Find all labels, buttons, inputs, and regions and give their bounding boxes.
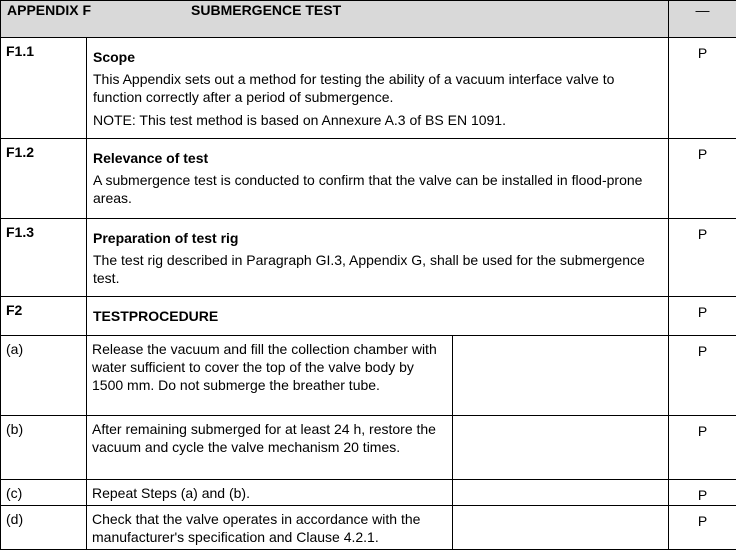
section-note: NOTE: This test method is based on Annexure A.3 of BS EN 1091. [93,112,506,128]
step-blank-cell [453,336,669,416]
step-text: Release the vacuum and fill the collection chamber with water sufficient to cover the top of the valve body by 1500 mm. Do not submerge the breather tube. [87,336,453,416]
section-heading: Scope [93,49,136,65]
step-label: (a) [1,336,87,416]
section-paragraph: A submergence test is conducted to confirm that the valve can be installed in flood-prone areas. [93,172,643,206]
step-blank-cell [453,480,669,506]
section-title: SUBMERGENCE TEST [191,2,342,18]
header-row [1,1,736,38]
section-row [1,297,736,336]
step-row [1,480,736,506]
section-row [1,219,736,297]
step-text: Repeat Steps (a) and (b). [87,480,453,506]
step-label: (b) [1,416,87,480]
section-heading: Relevance of test [93,150,209,166]
section-body [87,139,669,219]
step-result: P [669,416,736,480]
section-result: P [669,139,736,219]
step-text: After remaining submerged for at least 24 h, restore the vacuum and cycle the valve mechanism 20 times. [87,416,453,480]
step-row [1,416,736,480]
result-column-header: — [669,1,736,38]
section-number: F2 [1,297,87,336]
step-result: P [669,336,736,416]
appendix-label: APPENDIX F [7,2,92,18]
step-row [1,336,736,416]
section-heading: TESTPROCEDURE [93,308,219,324]
section-row [1,139,736,219]
section-paragraph: This Appendix sets out a method for testing the ability of a vacuum interface valve to function correctly after a period of submergence. [93,71,615,105]
step-blank-cell [453,416,669,480]
step-label: (d) [1,506,87,550]
section-number: F1.1 [1,38,87,139]
section-paragraph: The test rig described in Paragraph GI.3, Appendix G, shall be used for the submergence test. [93,252,645,286]
section-heading: Preparation of test rig [93,230,239,246]
step-row [1,506,736,550]
header-title-cell [1,1,669,38]
step-result: P [669,480,736,506]
section-result: P [669,297,736,336]
section-result: P [669,219,736,297]
section-number: F1.3 [1,219,87,297]
step-result: P [669,506,736,550]
section-body [87,38,669,139]
section-number: F1.2 [1,139,87,219]
step-label: (c) [1,480,87,506]
section-result: P [669,38,736,139]
section-row [1,38,736,139]
section-body [87,297,669,336]
section-body [87,219,669,297]
step-text: Check that the valve operates in accordance with the manufacturer's specification and Clause 4.2.1. [87,506,453,550]
step-blank-cell [453,506,669,550]
